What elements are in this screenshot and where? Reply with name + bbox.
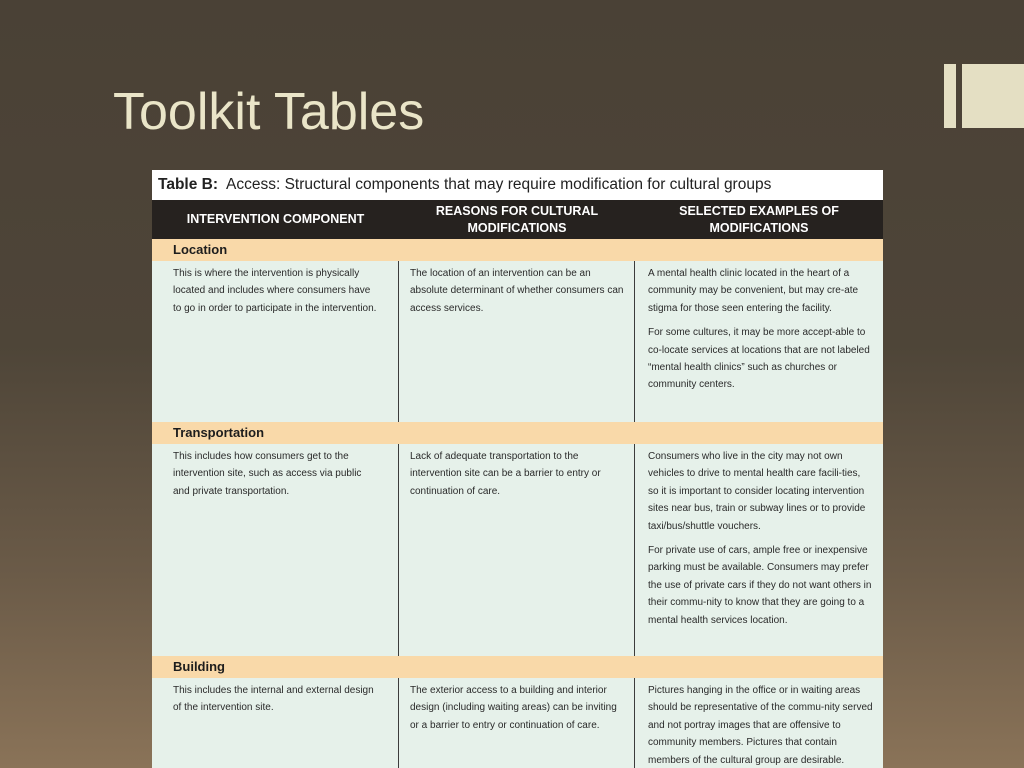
header-intervention-component: INTERVENTION COMPONENT <box>186 212 365 226</box>
section-header-transportation: Transportation <box>152 422 883 444</box>
table-caption-text: Access: Structural components that may require modification for cultural groups <box>226 176 772 193</box>
cell-examples <box>635 261 883 422</box>
cell-text: This includes the internal and external design of the intervention site. <box>173 685 374 714</box>
section-header-location: Location <box>152 239 883 261</box>
cell-text: Lack of adequate transportation to the intervention site can be a barrier to entry or continuation of care. <box>410 451 601 497</box>
table-row <box>152 444 883 656</box>
cell-text: For private use of cars, ample free or inexpensive parking must be available. Consumers may prefer the use of private cars if they do not want others in their commu-nity to know that they are going to a mental health services location. <box>648 545 872 626</box>
corner-decoration-bar <box>944 64 956 128</box>
toolkit-table-image <box>152 170 883 768</box>
table-caption <box>152 170 883 200</box>
cell-component <box>152 261 399 422</box>
header-reasons-for-modifications: REASONS FOR CULTURAL MODIFICATIONS <box>435 204 599 235</box>
table-row <box>152 261 883 422</box>
cell-text: The exterior access to a building and interior design (including waiting areas) can be inviting or a barrier to entry or continuation of care. <box>410 685 617 731</box>
cell-examples <box>635 444 883 656</box>
section-header-building: Building <box>152 656 883 678</box>
cell-reasons <box>399 444 635 656</box>
corner-decoration-block <box>962 64 1024 128</box>
header-selected-examples: SELECTED EXAMPLES OF MODIFICATIONS <box>679 204 839 235</box>
cell-reasons <box>399 261 635 422</box>
table-row <box>152 678 883 768</box>
cell-text: The location of an intervention can be an absolute determinant of whether consumers can access services. <box>410 268 624 314</box>
slide-title: Toolkit Tables <box>113 83 425 141</box>
cell-text: For some cultures, it may be more accept-able to co-locate services at locations that are not labeled “mental health clinics” such as churches or community centers. <box>648 327 870 391</box>
cell-component <box>152 444 399 656</box>
cell-text: Pictures hanging in the office or in waiting areas should be representative of the commu-nity served and not portray images that are offensive to community members. Pictures that contain members of the cultural group are desirable. <box>648 685 873 766</box>
corner-decoration <box>944 64 1024 128</box>
table-caption-label: Table B: <box>158 176 218 193</box>
table-header-row <box>152 200 883 239</box>
cell-text: A mental health clinic located in the heart of a community may be convenient, but may cre-ate stigma for those seen entering the facility. <box>648 268 859 314</box>
cell-text: This includes how consumers get to the intervention site, such as access via public and private transportation. <box>173 451 362 497</box>
cell-examples <box>635 678 883 768</box>
cell-reasons <box>399 678 635 768</box>
cell-text: This is where the intervention is physically located and includes where consumers have to go in order to participate in the intervention. <box>173 268 377 314</box>
cell-text: Consumers who live in the city may not own vehicles to drive to mental health care facili-ties, so it is important to consider locating intervention sites near bus, train or subway lines or to provide taxi/bus/shuttle vouchers. <box>648 451 866 532</box>
cell-component <box>152 678 399 768</box>
